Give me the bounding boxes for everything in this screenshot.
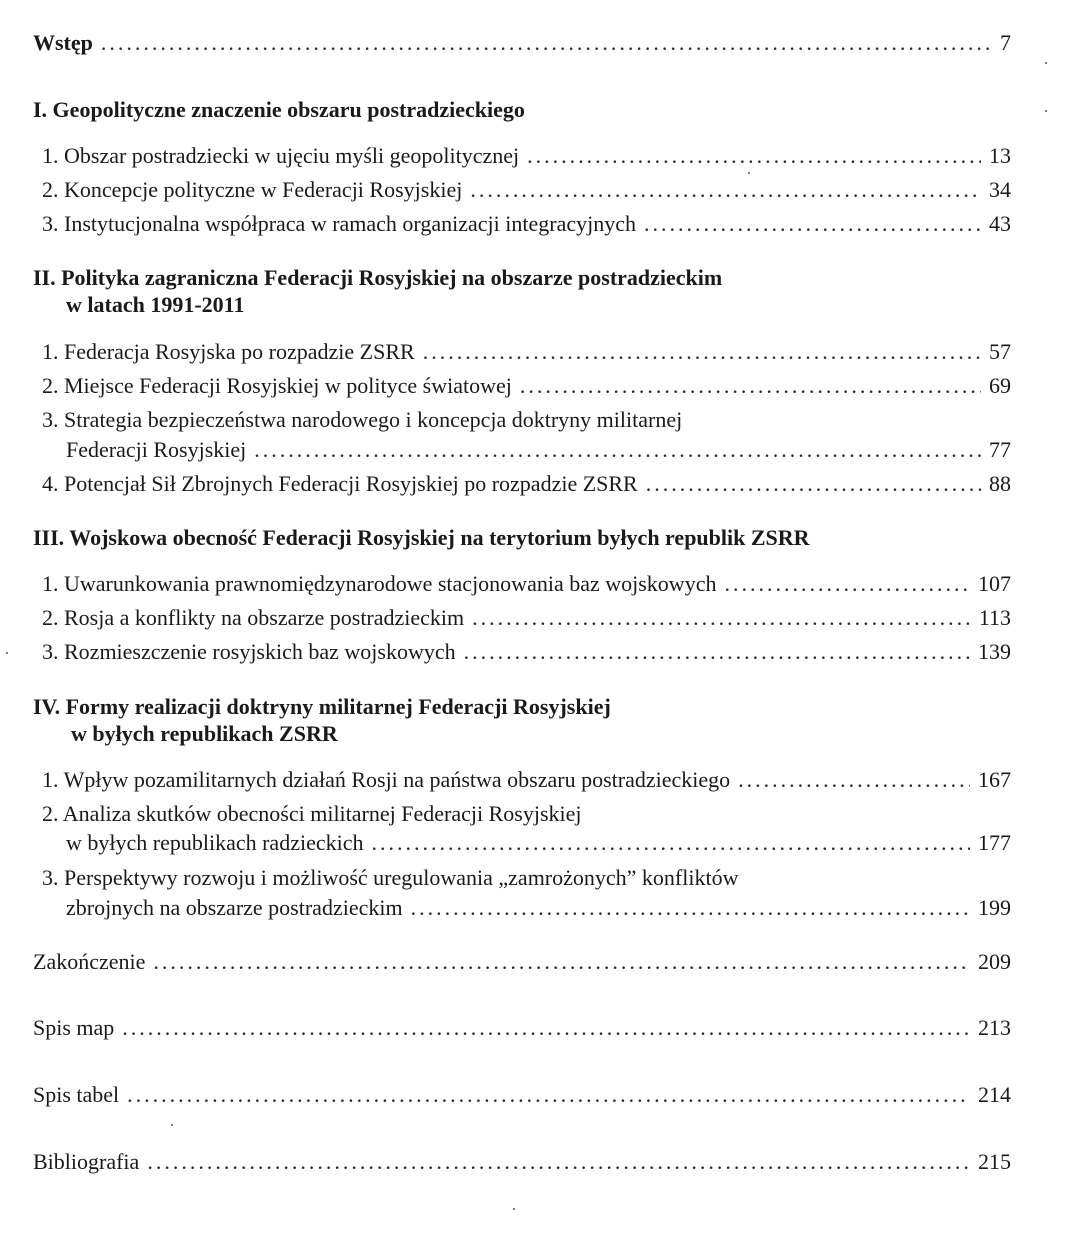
toc-entry-label: 1. Wpływ pozamilitarnych działań Rosji na państwa obszaru postradzieckiego — [42, 767, 731, 792]
toc-page-number: 57 — [989, 339, 1011, 364]
toc-entry-label: 3. Strategia bezpieczeństwa narodowego i koncepcja doktryny militarnej — [42, 407, 683, 432]
chapter-4-title: IV. Formy realizacji doktryny militarnej Federacji Rosyjskiej — [33, 694, 611, 719]
toc-entry-label: Spis map — [33, 1015, 115, 1040]
toc-entry-label-continued: zbrojnych na obszarze postradzieckim — [66, 895, 403, 920]
toc-page-number: 34 — [989, 177, 1011, 202]
toc-page-number: 88 — [989, 471, 1011, 496]
dot-leader — [371, 830, 970, 856]
toc-page-number: 199 — [978, 895, 1011, 920]
toc-entry-label: Bibliografia — [33, 1149, 140, 1174]
dot-leader — [411, 895, 970, 921]
toc-entry-label: 4. Potencjał Sił Zbrojnych Federacji Rosyjskiej po rozpadzie ZSRR — [42, 471, 638, 496]
dot-leader — [147, 1149, 970, 1175]
dot-leader — [520, 373, 981, 399]
chapter-1-title: I. Geopolityczne znaczenie obszaru postradzieckiego — [33, 97, 525, 122]
toc-entry — [66, 830, 1011, 856]
toc-entry — [42, 373, 1011, 399]
toc-entry-label: Wstęp — [33, 30, 93, 55]
toc-page-number: 167 — [978, 767, 1011, 792]
scan-speck — [1045, 110, 1047, 112]
scan-speck — [1045, 62, 1047, 64]
toc-page-number: 69 — [989, 373, 1011, 398]
dot-leader — [423, 339, 981, 365]
scan-speck — [6, 652, 8, 654]
toc-page-number: 13 — [989, 143, 1011, 168]
scan-speck — [513, 1208, 515, 1210]
scan-speck — [171, 1124, 173, 1126]
toc-entry — [42, 605, 1011, 631]
toc-entry-conclusion — [33, 949, 1011, 975]
toc-entry-label: 2. Analiza skutków obecności militarnej Federacji Rosyjskiej — [42, 801, 582, 826]
chapter-2-title-continued: w latach 1991-2011 — [66, 292, 245, 317]
toc-page-number: 77 — [989, 437, 1011, 462]
toc-entry-maps — [33, 1015, 1011, 1041]
dot-leader — [464, 639, 970, 665]
toc-page-number: 7 — [1000, 30, 1011, 55]
toc-entry-label-continued: w byłych republikach radzieckich — [66, 830, 364, 855]
toc-entry-label: 1. Uwarunkowania prawnomiędzynarodowe stacjonowania baz wojskowych — [42, 571, 717, 596]
toc-entry — [66, 437, 1011, 463]
dot-leader — [153, 949, 970, 975]
toc-page-number: 214 — [978, 1082, 1011, 1107]
toc-entry-label: 2. Koncepcje polityczne w Federacji Rosyjskiej — [42, 177, 463, 202]
toc-entry — [42, 471, 1011, 497]
dot-leader — [527, 143, 981, 169]
toc-entry-tables — [33, 1082, 1011, 1108]
toc-page-number: 177 — [978, 830, 1011, 855]
chapter-2-title: II. Polityka zagraniczna Federacji Rosyjskiej na obszarze postradzieckim — [33, 265, 723, 290]
toc-entry — [42, 639, 1011, 665]
chapter-4-title-continued: w byłych republikach ZSRR — [71, 721, 338, 746]
toc-entry — [42, 767, 1011, 793]
toc-entry — [42, 339, 1011, 365]
toc-entry-label: Zakończenie — [33, 949, 146, 974]
toc-entry-label: 2. Miejsce Federacji Rosyjskiej w polityce światowej — [42, 373, 512, 398]
dot-leader — [738, 767, 970, 793]
toc-entry-label: 1. Obszar postradziecki w ujęciu myśli geopolitycznej — [42, 143, 520, 168]
toc-entry — [42, 571, 1011, 597]
toc-entry-label-continued: Federacji Rosyjskiej — [66, 437, 247, 462]
toc-entry-intro — [33, 30, 1011, 56]
scan-speck — [748, 172, 750, 174]
toc-page-number: 113 — [978, 605, 1011, 630]
dot-leader — [101, 30, 992, 56]
dot-leader — [646, 471, 981, 497]
toc-page-number: 215 — [978, 1149, 1011, 1174]
toc-entry-label: 3. Perspektywy rozwoju i możliwość uregulowania „zamrożonych” konfliktów — [42, 865, 739, 890]
toc-page-number: 209 — [978, 949, 1011, 974]
dot-leader — [472, 605, 971, 631]
dot-leader — [470, 177, 981, 203]
toc-entry-label: 2. Rosja a konflikty na obszarze postradzieckim — [42, 605, 465, 630]
toc-entry — [42, 177, 1011, 203]
toc-page-number: 213 — [978, 1015, 1011, 1040]
toc-entry-label: 3. Rozmieszczenie rosyjskich baz wojskowych — [42, 639, 456, 664]
dot-leader — [724, 571, 970, 597]
toc-entry-label: 3. Instytucjonalna współpraca w ramach organizacji integracyjnych — [42, 211, 636, 236]
toc-page-number: 107 — [978, 571, 1011, 596]
dot-leader — [127, 1082, 970, 1108]
toc-entry — [42, 211, 1011, 237]
toc-entry — [42, 143, 1011, 169]
dot-leader — [122, 1015, 970, 1041]
chapter-3-title: III. Wojskowa obecność Federacji Rosyjskiej na terytorium byłych republik ZSRR — [33, 525, 810, 550]
toc-page-number: 139 — [978, 639, 1011, 664]
dot-leader — [644, 211, 981, 237]
toc-page-number: 43 — [989, 211, 1011, 236]
toc-entry — [66, 895, 1011, 921]
toc-entry-label: 1. Federacja Rosyjska po rozpadzie ZSRR — [42, 339, 415, 364]
dot-leader — [254, 437, 981, 463]
toc-entry-label: Spis tabel — [33, 1082, 120, 1107]
toc-entry-bibliography — [33, 1149, 1011, 1175]
